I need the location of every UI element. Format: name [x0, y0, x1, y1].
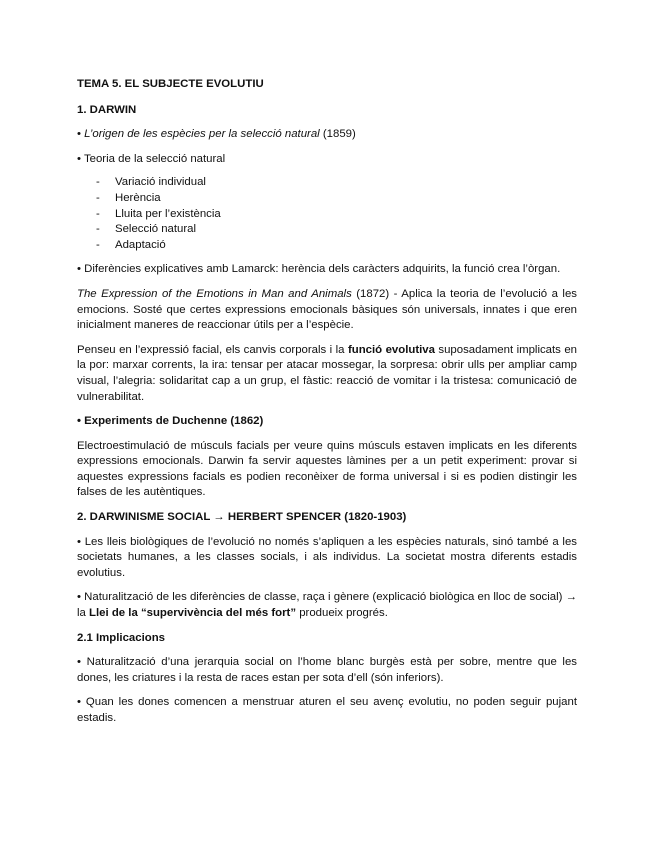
paragraph-penseu: [77, 343, 577, 405]
llei-bold: Llei de la “supervivència del més fort”: [89, 607, 297, 620]
bullet-menstruar: • Quan les dones comencen a menstruar aturen el seu avenç evolutiu, no poden seguir pujant estadis.: [77, 696, 577, 724]
bullet-origen: [77, 127, 577, 143]
book-title-origen: L’origen de les espècies per la selecció natural: [84, 128, 320, 141]
list-item: - Selecció natural: [96, 222, 577, 238]
paragraph-expression: [77, 287, 577, 334]
bullet-teoria: • Teoria de la selecció natural: [77, 152, 226, 165]
list-item: - Variació individual: [96, 175, 577, 191]
section-heading-implicacions: 2.1 Implicacions: [77, 631, 165, 644]
penseu-bold: funció evolutiva: [347, 343, 435, 356]
list-item: - Herència: [96, 191, 577, 207]
bullet-jerarquia: • Naturalització d’una jerarquia social on l’home blanc burgès està per sobre, mentre que les dones, les criatures i la resta de races estan per sota d’ell (són inferiors).: [77, 656, 577, 684]
penseu-text-after: suposadament implicats en la por: marxar corrents, la ira: tensar per atacar mossegar, la sorpresa: obrir ulls per ampliar camp visual, l’alegria: solidaritat cap a un grup, el fàstic: reacció de vomitar i la tristesa: comunicació de vulnerabilitat.: [77, 343, 577, 403]
bullet-prefix: •: [77, 128, 85, 141]
list-item: - Adaptació: [96, 238, 577, 254]
paragraph-duchenne: Electroestimulació de músculs facials per veure quins músculs estaven implicats en les diferents expressions emocionals. Darwin fa servir aquestes làmines per a un petit experiment: provar si aquestes expressions facials es podien reconèixer de forma universal i si es podien distingir les falses de les autèntiques.: [77, 439, 577, 499]
expression-text: (1872) - Aplica la teoria de l’evolució a les emocions. Sosté que certes expressions emocionals bàsiques són universals, innates i que eren inicialment maneres de reaccionar útils per a l’espècie.: [77, 287, 577, 332]
selection-theory-list: [77, 175, 577, 253]
bullet-origen-year: (1859): [319, 128, 356, 141]
duchenne-heading: • Experiments de Duchenne (1862): [77, 415, 264, 428]
section-heading-darwinisme: 2. DARWINISME SOCIAL → HERBERT SPENCER (1820-1903): [77, 511, 407, 524]
bullet-lamarck: • Diferències explicatives amb Lamarck: herència dels caràcters adquirits, la funció crea l’òrgan.: [77, 263, 561, 276]
naturalitzacio-text-after: produeix progrés.: [296, 607, 388, 620]
bullet-naturalitzacio: [77, 590, 577, 621]
penseu-text-before: Penseu en l’expressió facial, els canvis corporals i la: [77, 343, 348, 356]
list-item: - Lluita per l’existència: [96, 207, 577, 223]
document-title: TEMA 5. EL SUBJECTE EVOLUTIU: [77, 78, 264, 90]
naturalitzacio-text-before: • Naturalització de les diferències de classe, raça i gènere (explicació biològica en lloc de social) → la: [77, 591, 577, 620]
document-body: [77, 77, 577, 727]
bullet-lleis: • Les lleis biològiques de l’evolució no només s’apliquen a les espècies naturals, sinó també a les societats humanes, a les classes socials, i als individus. La societat mostra diferents estadis evolutius.: [77, 535, 577, 579]
section-heading-darwin: 1. DARWIN: [77, 103, 137, 116]
book-title-expression: The Expression of the Emotions in Man and Animals: [77, 287, 352, 300]
